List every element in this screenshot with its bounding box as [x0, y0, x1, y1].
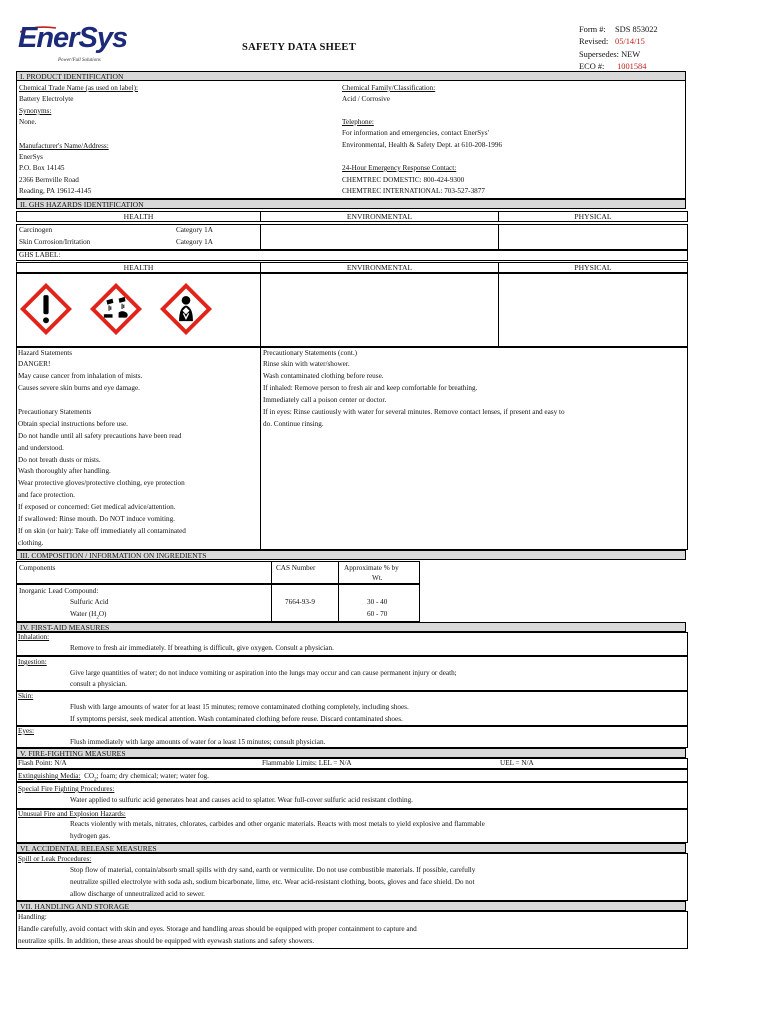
precautionary-line: If on skin (or hair): Take off immediately all contaminated — [18, 527, 186, 535]
precautionary-cont-line: Wash contaminated clothing before reuse. — [263, 372, 384, 380]
precautionary-line: If exposed or concerned: Get medical advice/attention. — [18, 503, 176, 511]
physical-column-header: PHYSICAL — [498, 211, 688, 222]
ghs-label-row — [16, 250, 688, 261]
cas-header: CAS Number — [276, 564, 316, 572]
precautionary-line: Wear protective gloves/protective clothing, eye protection — [18, 479, 185, 487]
eyes-text: Flush immediately with large amounts of water for a least 15 minutes; consult physician. — [70, 738, 326, 746]
precautionary-line: Wash thoroughly after handling. — [18, 467, 111, 475]
flash-point-row — [16, 758, 688, 769]
chemical-family-value: Acid / Corrosive — [342, 95, 390, 103]
chemtrec-domestic: CHEMTREC DOMESTIC: 800-424-9300 — [342, 176, 465, 184]
precautionary-cont-line: do. Continue rinsing. — [263, 420, 324, 428]
handling-label: Handling: — [18, 913, 47, 921]
spill-procedures-text: neutralize spilled electrolyte with soda ash, sodium bicarbonate, lime, etc. Wear acid-resistant clothing, boots, gloves and face shield. Do not — [70, 878, 475, 886]
precautionary-cont-line: If in eyes: Rinse cautiously with water for several minutes. Remove contact lenses, if present and easy to — [263, 408, 565, 416]
section-5-header: V. FIRE-FIGHTING MEASURES — [16, 748, 686, 758]
health-column-header: HEALTH — [16, 211, 261, 222]
flash-point: Flash Point: N/A — [18, 759, 67, 767]
section-1-header: I. PRODUCT IDENTIFICATION — [16, 71, 686, 81]
section-2-header: II. GHS HAZARDS IDENTIFICATION — [16, 199, 686, 209]
composition-header-divider — [16, 583, 420, 585]
handling-text: Handle carefully, avoid contact with skin and eyes. Storage and handling areas should be equipped with proper containment to capture and — [18, 925, 417, 933]
ingestion-label: Ingestion: — [18, 658, 47, 666]
health-hazard-pictogram-icon — [160, 283, 212, 335]
section-4-header: IV. FIRST-AID MEASURES — [16, 622, 686, 632]
eyes-label: Eyes: — [18, 727, 34, 735]
ghs-label-title: GHS LABEL: — [19, 251, 61, 259]
spill-procedures-text: Stop flow of material, contain/absorb small spills with dry sand, earth or vermiculite. Do not use combustible materials. If possible, carefully — [70, 866, 476, 874]
chemical-family-label: Chemical Family/Classification: — [342, 84, 436, 92]
physical-classification-cell — [498, 224, 688, 250]
health-column-header: HEALTH — [16, 262, 261, 273]
ingredient-name: Water $(H_2O)$ — [70, 610, 107, 621]
document-title: SAFETY DATA SHEET — [242, 42, 357, 53]
ingredient-cas: 7664-93-9 — [285, 598, 315, 606]
chemtrec-international: CHEMTREC INTERNATIONAL: 703-527-3877 — [342, 187, 485, 195]
precautionary-cont-line: Rinse skin with water/shower. — [263, 360, 350, 368]
ingredient-group: Inorganic Lead Compound: — [19, 587, 99, 595]
exclamation-pictogram-icon — [20, 283, 72, 335]
telephone-line: Environmental, Health & Safety Dept. at 610-208-1996 — [342, 141, 503, 149]
hazard-class-name: Skin Corrosion/Irritation — [19, 238, 91, 246]
inhalation-text: Remove to fresh air immediately. If breathing is difficult, give oxygen. Consult a physician. — [70, 644, 334, 652]
hazard-statement-line: DANGER! — [18, 360, 51, 368]
percent-header: Approximate % by — [344, 564, 399, 572]
precautionary-statements-label: Precautionary Statements — [18, 408, 92, 416]
precautionary-line: clothing. — [18, 539, 44, 547]
synonyms-value: None. — [19, 118, 37, 126]
ingredient-percent: 60 - 70 — [367, 610, 388, 618]
hazard-statements-label: Hazard Statements — [18, 349, 73, 357]
unusual-hazards-label: Unusual Fire and Explosion Hazards: — [18, 810, 126, 818]
telephone-line: For information and emergencies, contact EnerSys' — [342, 129, 489, 137]
skin-label: Skin: — [18, 692, 34, 700]
manufacturer-line: Reading, PA 19612-4145 — [19, 187, 92, 195]
flammable-limits-lel: Flammable Limits: LEL = N/A — [262, 759, 352, 767]
hazard-class-category: Category 1A — [176, 226, 213, 234]
eco-number: 1001584 — [617, 62, 647, 72]
precautionary-cont-line: If inhaled: Remove person to fresh air and keep comfortable for breathing. — [263, 384, 478, 392]
precautionary-cont-label: Precautionary Statements (cont.) — [263, 349, 358, 357]
precautionary-line: and face protection. — [18, 491, 75, 499]
physical-column-header: PHYSICAL — [498, 262, 688, 273]
environmental-classification-cell — [260, 224, 499, 250]
supersedes-value: NEW — [621, 49, 641, 59]
environmental-column-header: ENVIRONMENTAL — [260, 262, 499, 273]
unusual-hazards-text: hydrogen gas. — [70, 832, 111, 840]
precautionary-line: Do not handle until all safety precautions have been read — [18, 432, 182, 440]
special-procedures-text: Water applied to sulfuric acid generates heat and causes acid to splatter. Wear full-cover sulfuric acid resistant clothing. — [70, 796, 413, 804]
hazard-statement-line: Causes severe skin burns and eye damage. — [18, 384, 140, 392]
environmental-column-header: ENVIRONMENTAL — [260, 211, 499, 222]
special-procedures-label: Special Fire Fighting Procedures: — [18, 785, 115, 793]
precautionary-line: and understood. — [18, 444, 64, 452]
telephone-label: Telephone: — [342, 118, 374, 126]
manufacturer-line: 2366 Bernville Road — [19, 176, 79, 184]
spill-procedures-text: allow discharge of unneutralized acid to sewer. — [70, 890, 205, 898]
section-3-header: III. COMPOSITION / INFORMATION ON INGREDIENTS — [16, 550, 686, 560]
manufacturer-label: Manufacturer's Name/Address: — [19, 142, 109, 150]
skin-text: Flush with large amounts of water for at least 15 minutes; remove contaminated clothing completely, including shoes. — [70, 703, 409, 711]
inhalation-label: Inhalation: — [18, 633, 50, 641]
manufacturer-line: P.O. Box 14145 — [19, 164, 65, 172]
percent-header-unit: Wt. — [372, 574, 383, 582]
synonyms-label: Synonyms: — [19, 107, 52, 115]
section-6-header: VI. ACCIDENTAL RELEASE MEASURES — [16, 843, 686, 853]
emergency-contact-label: 24-Hour Emergency Response Contact: — [342, 164, 457, 172]
logo-tagline: Power/Full Solutions — [58, 58, 101, 63]
ingredient-percent: 30 - 40 — [367, 598, 388, 606]
environmental-pictogram-cell — [260, 273, 499, 347]
skin-text: If symptoms persist, seek medical attention. Wash contaminated clothing before reuse. Discard contaminated shoes. — [70, 715, 403, 723]
trade-name-label: Chemical Trade Name (as used on label): — [19, 84, 138, 92]
precautionary-line: Obtain special instructions before use. — [18, 420, 128, 428]
flammable-limits-uel: UEL = N/A — [500, 759, 534, 767]
form-number: SDS 853022 — [615, 25, 658, 34]
manufacturer-line: EnerSys — [19, 153, 43, 161]
form-info-block: Form #: SDS 853022 Revised: 05/14/15 Supersedes: NEW ECO #: 1001584 — [579, 25, 658, 72]
precautionary-line: Do not breath dusts or mists. — [18, 456, 101, 464]
handling-text: neutralize spills. In addition, these areas should be equipped with eyewash stations and safety showers. — [18, 937, 315, 945]
precautionary-cont-line: Immediately call a poison center or doctor. — [263, 396, 387, 404]
hazard-class-category: Category 1A — [176, 238, 213, 246]
spill-procedures-label: Spill or Leak Procedures: — [18, 855, 92, 863]
physical-pictogram-cell — [498, 273, 688, 347]
section-7-header: VII. HANDLING AND STORAGE — [16, 901, 686, 911]
extinguishing-media: Extinguishing Media: $CO_2$; foam; dry chemical; water; water fog. — [18, 772, 209, 783]
unusual-hazards-text: Reacts violently with metals, nitrates, chlorates, carbides and other organic materials. Reacts with most metals to yield explosive and flammable — [70, 820, 485, 828]
hazard-class-name: Carcinogen — [19, 226, 53, 234]
ingestion-text: Give large quantities of water; do not induce vomiting or aspiration into the lungs may occur and can cause permanent injury or death; — [70, 669, 457, 677]
components-header: Components — [19, 564, 56, 572]
ingredient-name: Sulfuric Acid — [70, 598, 109, 606]
logo-wordmark: EnerSys — [18, 22, 128, 54]
ingestion-text: consult a physician. — [70, 680, 127, 688]
corrosion-pictogram-icon — [90, 283, 142, 335]
revised-date: 05/14/15 — [615, 37, 645, 47]
hazard-statement-line: May cause cancer from inhalation of mists. — [18, 372, 143, 380]
precautionary-line: If swallowed: Rinse mouth. Do NOT induce vomiting. — [18, 515, 175, 523]
enersys-logo — [18, 22, 128, 68]
trade-name-value: Battery Electrolyte — [19, 95, 74, 103]
